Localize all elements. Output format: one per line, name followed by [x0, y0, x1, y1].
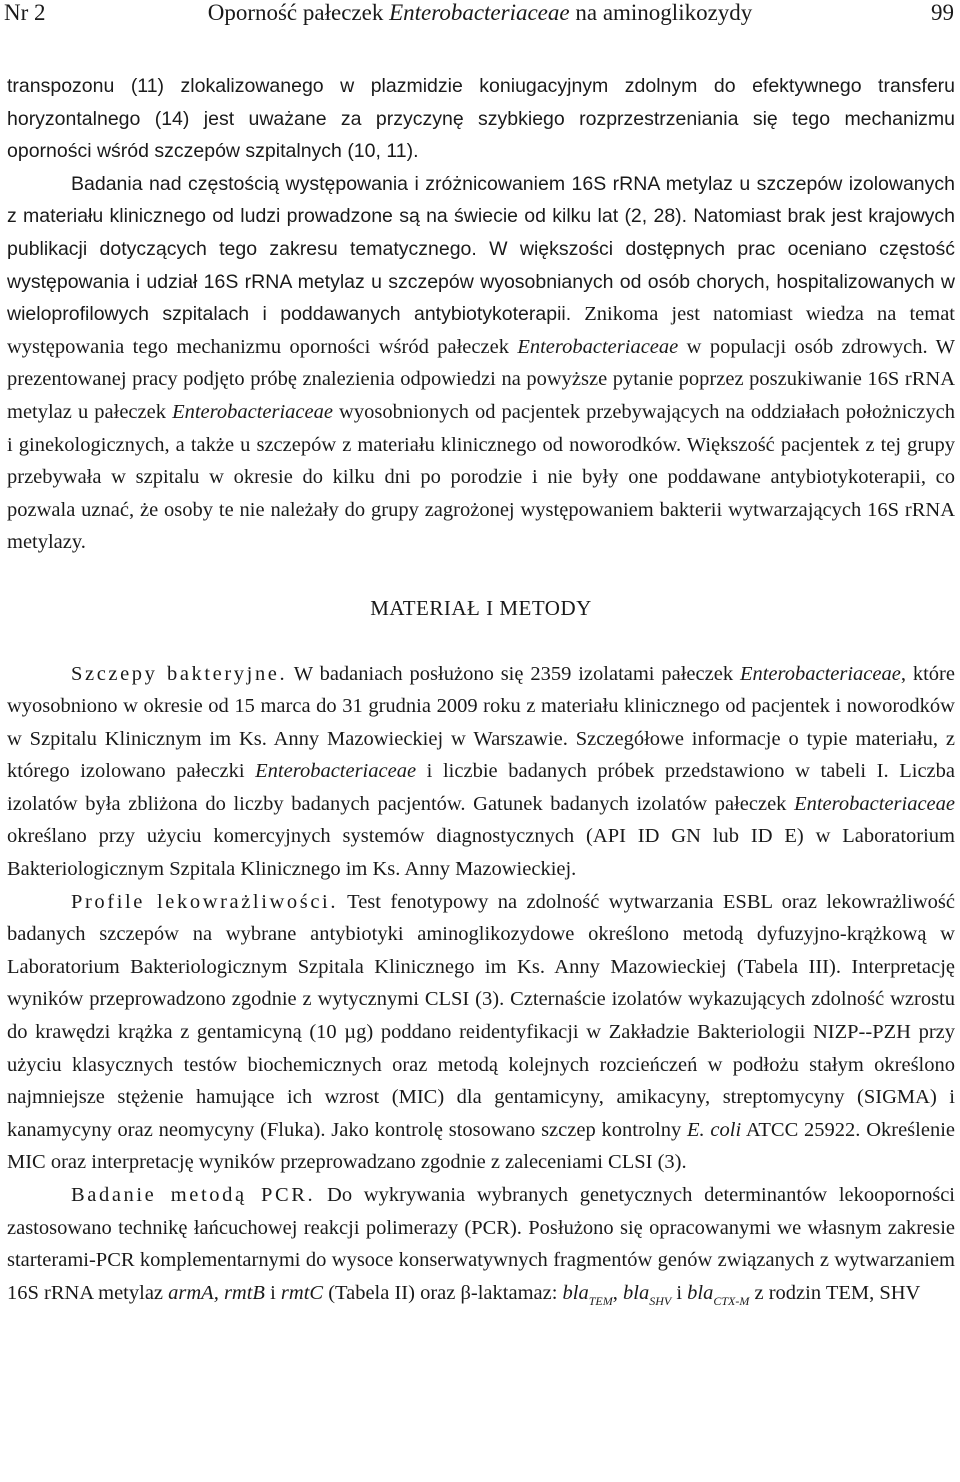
pcr-text-3: (Tabela II) oraz β-laktamaz: — [323, 1281, 563, 1304]
taxon-name: Enterobacteriaceae — [794, 792, 955, 815]
taxon-name: Enterobacteriaceae — [255, 760, 417, 783]
pcr-conjunction: i — [264, 1281, 281, 1304]
profiles-paragraph — [7, 886, 955, 1179]
gene-bla-tem — [562, 1281, 613, 1308]
strains-paragraph — [7, 658, 955, 886]
journal-issue-number: Nr 2 — [4, 0, 46, 25]
page-number: 99 — [931, 0, 954, 25]
gene-bla-ctxm — [687, 1281, 750, 1308]
gene-prefix: bla — [687, 1281, 714, 1304]
gene-conjunction: i — [671, 1281, 688, 1304]
section-heading: MATERIAŁ I METODY — [370, 595, 592, 620]
profiles-subheading: Profile lekowrażliwości. — [71, 890, 339, 913]
taxon-name: Enterobacteriaceae — [172, 400, 333, 423]
running-title-suffix: na aminoglikozydy — [569, 0, 753, 25]
pcr-subheading: Badanie metodą PCR. — [71, 1184, 316, 1206]
taxon-name: Enterobacteriaceae — [517, 335, 679, 358]
intro-p2-part-b: Znikoma jest natomiast wiedza na temat występowania tego mechanizmu oporności wśród pałeczek — [7, 303, 955, 358]
strains-text-3: i liczbie badanych próbek przedstawiono w tabeli I. Liczba izolatów była zbliżona do liczby badanych pacjentów. Gatunek badanych izolatów pałeczek — [7, 760, 955, 815]
species-name: E. coli — [687, 1118, 742, 1141]
gene-prefix: bla — [562, 1281, 589, 1304]
gene-names: armA, rmtB — [168, 1281, 265, 1304]
intro-p2-part-c: w populacji osób zdrowych. W prezentowanej pracy podjęto próbę znalezienia odpowiedzi na powyższe pytanie poprzez poszukiwanie 16S rRNA metylaz u pałeczek — [7, 335, 955, 423]
pcr-text-4: z rodzin TEM, SHV — [749, 1281, 921, 1304]
strains-text-4: określano przy użyciu komercyjnych systemów diagnostycznych (API ID GN lub ID E) w Laboratorium Bakteriologicznym Szpitala Klinicznego im Ks. Anny Mazowieckiej. — [7, 825, 955, 881]
strains-subheading: Szczepy bakteryjne. — [71, 662, 288, 685]
taxon-name: Enterobacteriaceae — [739, 662, 901, 685]
strains-text-1: W badaniach posłużono się 2359 izolatami pałeczek — [287, 662, 740, 685]
gene-subscript-ctxm: CTX-M — [713, 1293, 750, 1308]
strains-text-2: , które wyosobniono w okresie od 15 marca do 31 grudnia 2009 roku z materiału klinicznego od pacjentek i noworodków w Szpitalu Klinicznym im Ks. Anny Mazowieckiej w Warszawie. Szczegółowe informacje o typie materiału, z którego izolowano pałeczki — [7, 662, 955, 783]
profiles-text-2: ATCC 25922. Określenie MIC oraz interpretację wyników przeprowadzano zgodnie z zaleceniami CLSI (3). — [7, 1118, 955, 1174]
intro-paragraph-continued: transpozonu (11) zlokalizowanego w plazmidzie koniugacyjnym zdolnym do efektywnego transferu horyzontalnego (14) jest uważane za przyczynę szybkiego rozprzestrzeniania się tego mechanizmu oporności wśród szczepów szpitalnych (10, 11). — [7, 75, 955, 163]
gene-name: rmtC — [280, 1281, 324, 1304]
pcr-text-1: Do wykrywania wybranych genetycznych determinantów lekooporności zastosowano technikę łańcuchowej reakcji polimerazy (PCR). Posłużono się opracowanymi we własnym zakresie starterami-PCR komplementarnymi do wysoce konserwatywnych fragmentów genów związanych z wytwarzaniem 16S rRNA metylaz — [7, 1184, 955, 1304]
running-title-taxon: Enterobacteriaceae — [389, 0, 570, 25]
article-body — [7, 70, 955, 1309]
gene-subscript-shv: SHV — [649, 1293, 672, 1308]
running-title — [0, 0, 960, 26]
profiles-text-1: Test fenotypowy na zdolność wytwarzania ESBL oraz lekowrażliwość badanych szczepów na wybrane antybiotyki aminoglikozydowe określono metodą dyfuzyjno-krążkową w Laboratorium Bakteriologicznym Szpitala Klinicznego im Ks. Anny Mazowieckiej (Tabela III). Interpretację wyników przeprowadzono zgodnie z wytycznymi CLSI (3). Czternaście izolatów wykazujących zdolność wzrostu do krawędzi krążka z gentamicyną (10 µg) poddano reidentyfikacji w Zakładzie Bakteriologii NIZP--PZH przy użyciu klasycznych testów biochemicznych oraz metodą kolejnych rozcieńczeń w podłożu stałym określono najmniejsze stężenie hamujące ich wzrost (MIC) dla gentamicyny, amikacyny, streptomycyny (SIGMA) i kanamycyny oraz neomycyny (Fluka). Jako kontrolę stosowano szczep kontrolny — [7, 890, 955, 1141]
gene-subscript-tem: TEM — [588, 1293, 613, 1308]
gene-separator: , — [612, 1281, 623, 1304]
intro-paragraph-2 — [7, 168, 955, 559]
running-header — [0, 0, 960, 30]
intro-p2-part-d: wyosobnionych od pacjentek przebywających na oddziałach położniczych i ginekologicznych, a także u szczepów z materiału klinicznego od noworodków. Większość pacjentek z tej grupy przebywała w szpitalu w okresie do kilku dni po porodzie i nie były one poddawane antybiotykoterapii, co pozwala uznać, że osoby te nie należały do grupy zagrożonej występowaniem bakterii wytwarzających 16S rRNA metylazy. — [7, 400, 955, 554]
running-title-prefix: Oporność pałeczek — [207, 0, 390, 25]
intro-p2-sans-part: Badania nad częstością występowania i zróżnicowaniem 16S rRNA metylaz u szczepów izolowanych z materiału klinicznego od ludzi prowadzone są na świecie od kilku lat (2, 28). Natomiast brak jest krajowych publikacji dotyczących tego zakresu tematycznego. W większości dostępnych prac oceniano częstość występowania i udział 16S rRNA metylaz u szczepów wyosobnianych od osób chorych, hospitalizowanych w wieloprofilowych szpitalach i poddawanych antybiotykoterapii. — [7, 172, 955, 326]
gene-prefix: bla — [623, 1281, 650, 1304]
pcr-paragraph — [7, 1179, 955, 1309]
gene-bla-shv — [623, 1281, 672, 1308]
